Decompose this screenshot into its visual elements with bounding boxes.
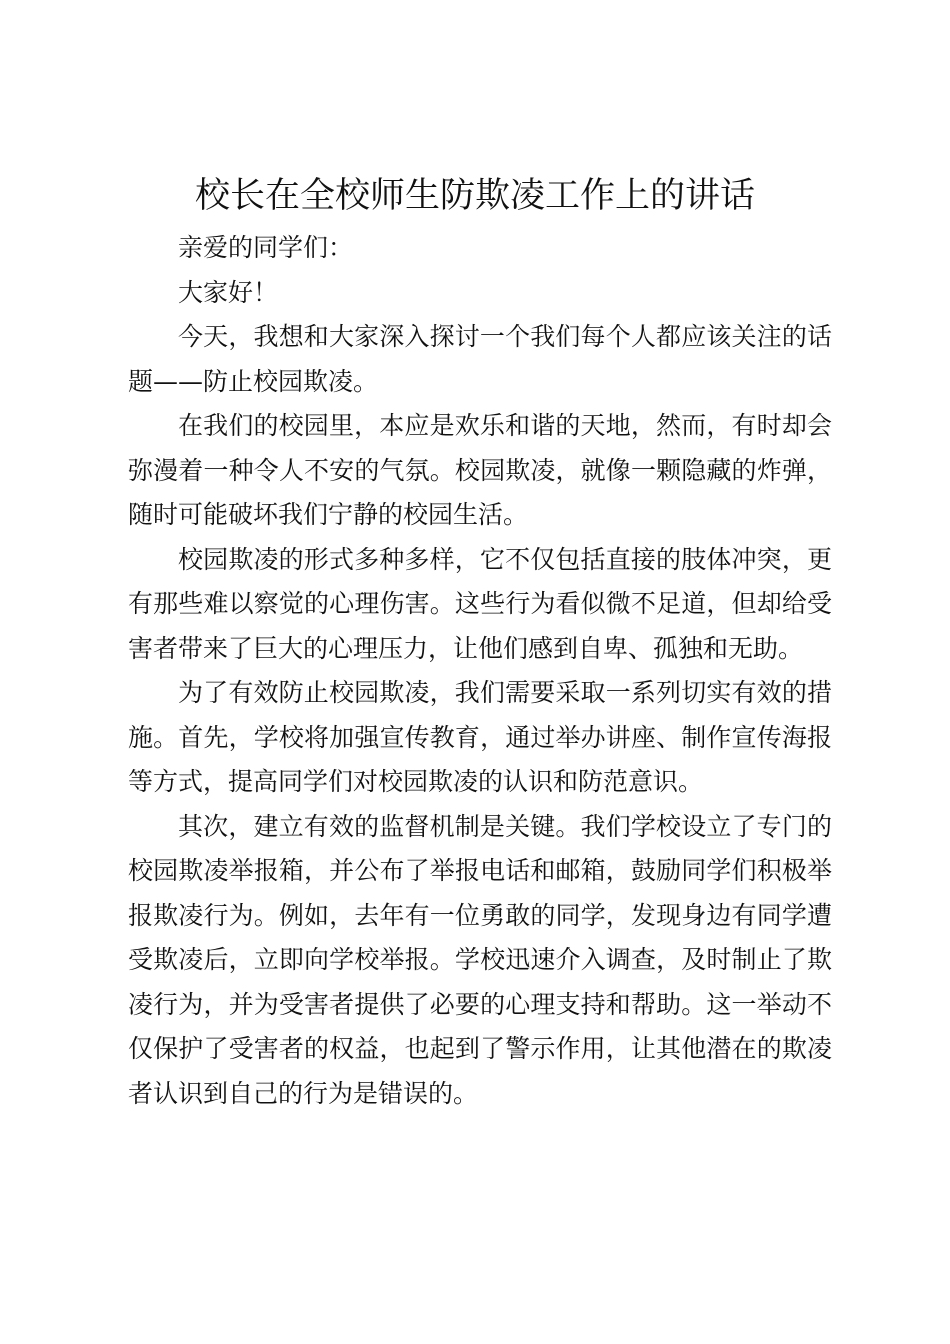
document-title: 校长在全校师生防欺凌工作上的讲话: [194, 176, 755, 216]
paragraph-campus: 在我们的校园里，本应是欢乐和谐的天地，然而，有时却会弥漫着一种令人不安的气氛。校园欺凌，就像一颗隐藏的炸弹，随时可能破坏我们宁静的校园生活。: [128, 411, 832, 529]
paragraph-hello: 大家好！: [178, 277, 279, 307]
paragraph-greeting: 亲爱的同学们：: [178, 233, 354, 262]
document-body: [128, 226, 832, 1116]
paragraph-supervision: 其次，建立有效的监督机制是关键。我们学校设立了专门的校园欺凌举报箱，并公布了举报电话和邮箱，鼓励同学们积极举报欺凌行为。例如，去年有一位勇敢的同学，发现身边有同学遭受欺凌后，立即向学校举报。学校迅速介入调查，及时制止了欺凌行为，并为受害者提供了必要的心理支持和帮助。这一举动不仅保护了受害者的权益，也起到了警示作用，让其他潜在的欺凌者认识到自己的行为是错误的。: [128, 811, 832, 1108]
paragraph-forms: 校园欺凌的形式多种多样，它不仅包括直接的肢体冲突，更有那些难以察觉的心理伤害。这些行为看似微不足道，但却给受害者带来了巨大的心理压力，让他们感到自卑、孤独和无助。: [128, 544, 832, 663]
paragraph-topic: 今天，我想和大家深入探讨一个我们每个人都应该关注的话题——防止校园欺凌。: [128, 322, 832, 396]
paragraph-measures: 为了有效防止校园欺凌，我们需要采取一系列切实有效的措施。首先，学校将加强宣传教育，通过举办讲座、制作宣传海报等方式，提高同学们对校园欺凌的认识和防范意识。: [128, 678, 832, 796]
